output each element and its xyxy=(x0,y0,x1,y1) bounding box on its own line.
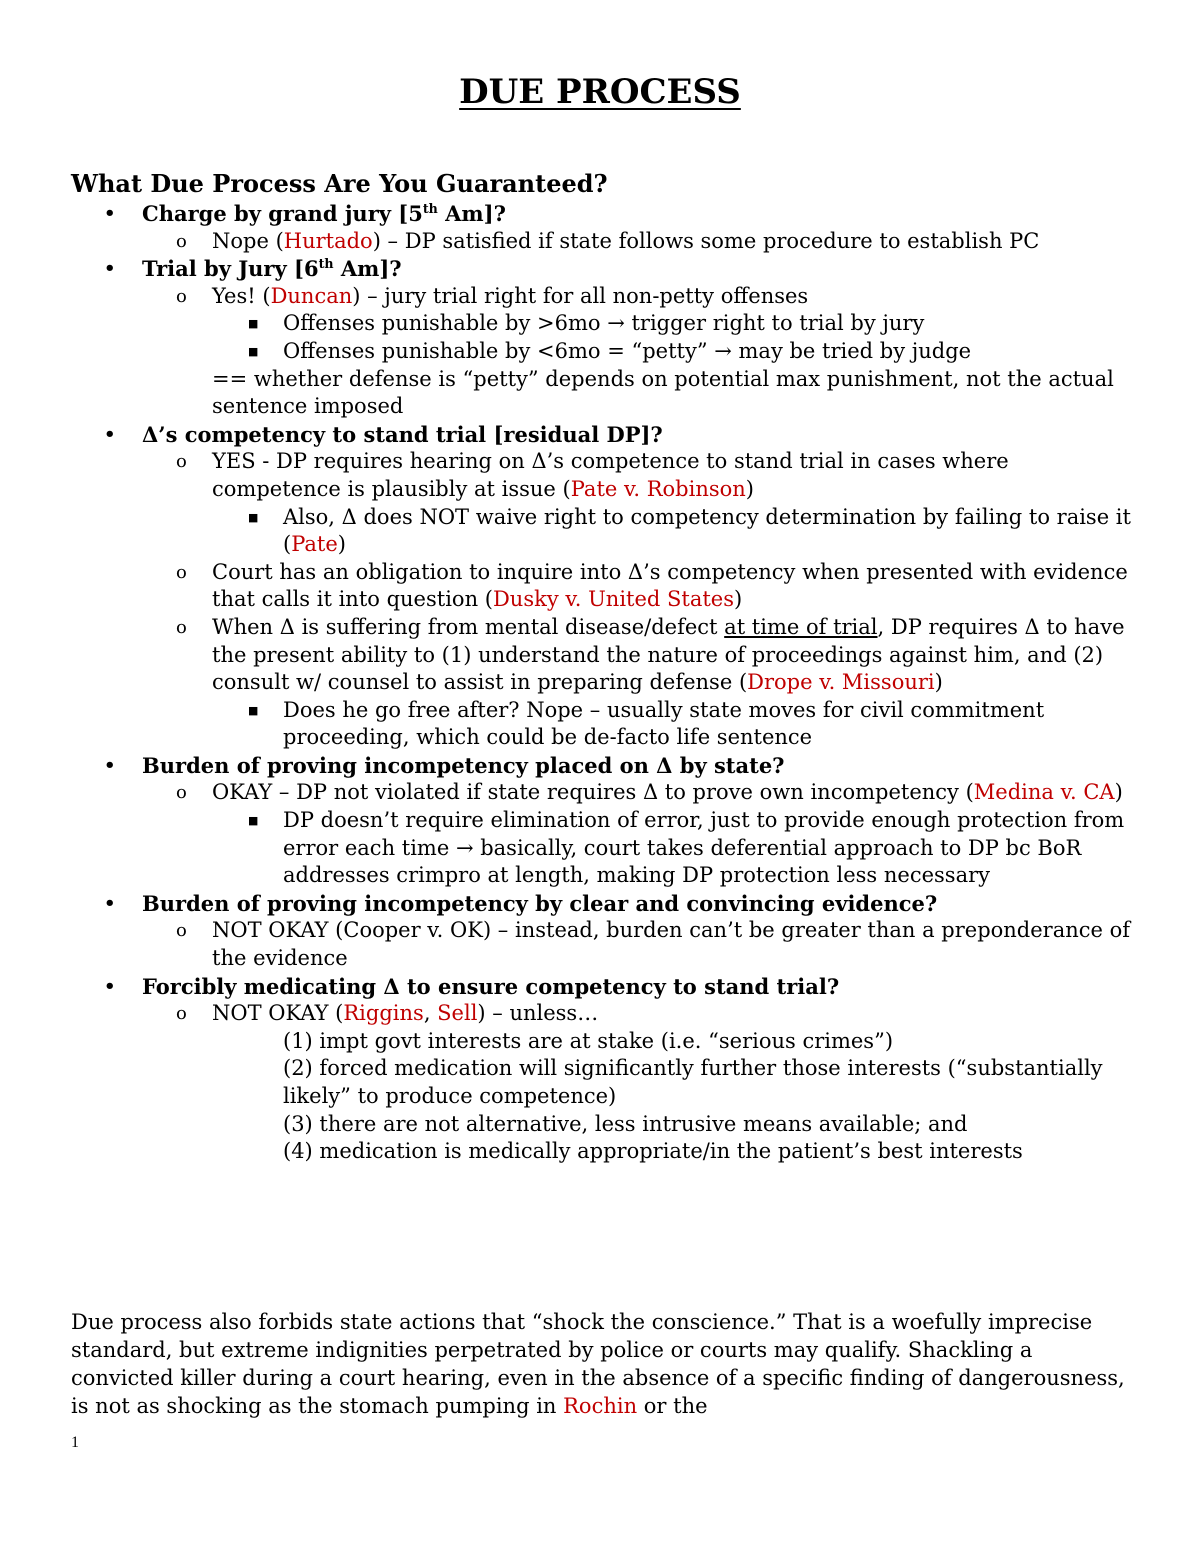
case-name: Sell xyxy=(437,1001,478,1026)
case-name: Medina v. CA xyxy=(973,780,1115,805)
document-title: DUE PROCESS xyxy=(459,72,741,112)
square-bullet-marker: ■ xyxy=(248,510,259,524)
outline xyxy=(0,200,1200,1166)
bullet-forcible-medication: • Forcibly medicating Δ to ensure competency to stand trial? xyxy=(104,973,840,999)
sub-bullet-marker: o xyxy=(176,782,187,804)
case-name: Dusky v. United States xyxy=(492,587,735,612)
bullet-clear-and-convincing: • Burden of proving incompetency by clear and convincing evidence? xyxy=(104,890,938,916)
sub-bullet-cooper: o NOT OKAY (Cooper v. OK) – instead, burden can’t be greater than a preponderance of the evidence xyxy=(176,918,1131,971)
sub-bullet-drope: o When Δ is suffering from mental disease/defect at time of trial, DP requires Δ to have the present ability to (1) understand the nature of proceedings against him, and (2) consult w/ counsel to assist in preparing defense (Drope v. Missouri) xyxy=(176,614,1125,695)
case-name: Duncan xyxy=(270,283,353,308)
sub-bullet-marker: o xyxy=(176,1003,187,1025)
sub-sub-bullet-error: ■ DP doesn’t require elimination of error, just to provide enough protection from error each time → basically, court takes deferential approach to DP bc BoR addresses crimpro at length, making DP protection less necessary xyxy=(248,808,1125,888)
bullet-marker: • xyxy=(104,423,116,445)
case-name: Riggins xyxy=(343,1001,424,1026)
bullet-marker: • xyxy=(104,975,116,997)
bullet-marker: • xyxy=(104,754,116,776)
closing-paragraph: Due process also forbids state actions that “shock the conscience.” That is a woefully imprecise standard, but extreme indignities perpetrated by police or courts may qualify. Shackling a convicted killer during a court hearing, even in the absence of a specific finding of dangerousness, is not as shocking as the stomach pumping in Rochin or the xyxy=(71,1310,1125,1418)
bullet-burden-on-defendant: • Burden of proving incompetency placed on Δ by state? xyxy=(104,752,785,778)
note-petty: == whether defense is “petty” depends on potential max punishment, not the actual sentence imposed xyxy=(212,366,1114,419)
condition-4: (4) medication is medically appropriate/in the patient’s best interests xyxy=(283,1139,1023,1164)
sub-bullet-pate: o YES - DP requires hearing on Δ’s competence to stand trial in cases where competence is plausibly at issue (Pate v. Robinson) xyxy=(176,449,1009,501)
page-number: 1 xyxy=(71,1434,79,1451)
case-name: Pate xyxy=(291,532,338,557)
square-bullet-marker: ■ xyxy=(248,703,259,717)
square-bullet-marker: ■ xyxy=(248,344,259,358)
case-name: Drope v. Missouri xyxy=(747,670,935,695)
condition-3: (3) there are not alternative, less intrusive means available; and xyxy=(283,1111,968,1136)
sub-sub-bullet-under-6mo: ■ Offenses punishable by <6mo = “petty” → may be tried by judge xyxy=(0,338,1200,366)
bullet-marker: • xyxy=(104,203,116,224)
sub-bullet-marker: o xyxy=(176,285,187,307)
sub-bullet-marker: o xyxy=(176,230,187,252)
sub-bullet-duncan: o Yes! (Duncan) – jury trial right for all non-petty offenses xyxy=(0,283,1200,311)
square-bullet-marker: ■ xyxy=(248,317,259,331)
sub-bullet-marker: o xyxy=(176,920,187,942)
bullet-marker: • xyxy=(104,892,116,914)
bullet-grand-jury: • Charge by grand jury [5th Am]? xyxy=(104,201,506,226)
section-heading: What Due Process Are You Guaranteed? xyxy=(71,169,608,198)
sub-bullet-medina: o OKAY – DP not violated if state requires Δ to prove own incompetency (Medina v. CA) xyxy=(0,779,1200,807)
sub-sub-bullet-over-6mo: ■ Offenses punishable by >6mo → trigger right to trial by jury xyxy=(0,310,1200,338)
sub-bullet-marker: o xyxy=(176,561,187,583)
case-name: Pate v. Robinson xyxy=(570,476,746,501)
sub-sub-bullet-waive: ■ Also, Δ does NOT waive right to competency determination by failing to raise it (Pate) xyxy=(248,504,1131,557)
sub-sub-bullet-go-free: ■ Does he go free after? Nope – usually state moves for civil commitment proceeding, which could be de-facto life sentence xyxy=(248,697,1045,750)
sub-bullet-dusky: o Court has an obligation to inquire into Δ’s competency when presented with evidence that calls it into question (Dusky v. United States) xyxy=(176,559,1128,612)
bullet-marker: • xyxy=(104,258,116,280)
case-name: Hurtado xyxy=(283,228,373,253)
sub-bullet-hurtado: o Nope (Hurtado) – DP satisfied if state follows some procedure to establish PC xyxy=(0,228,1200,256)
case-name: Rochin xyxy=(563,1394,638,1418)
sub-bullet-marker: o xyxy=(176,451,187,473)
condition-2: (2) forced medication will significantly further those interests (“substantially likely” to produce competence) xyxy=(283,1056,1103,1108)
condition-1: (1) impt govt interests are at stake (i.e. “serious crimes”) xyxy=(283,1028,894,1053)
bullet-competency: • Δ’s competency to stand trial [residual DP]? xyxy=(104,421,663,447)
square-bullet-marker: ■ xyxy=(248,814,259,828)
bullet-trial-by-jury: • Trial by Jury [6th Am]? xyxy=(104,256,402,282)
sub-bullet-riggins-sell: o NOT OKAY (Riggins, Sell) – unless… xyxy=(0,1000,1200,1028)
sub-bullet-marker: o xyxy=(176,616,187,638)
